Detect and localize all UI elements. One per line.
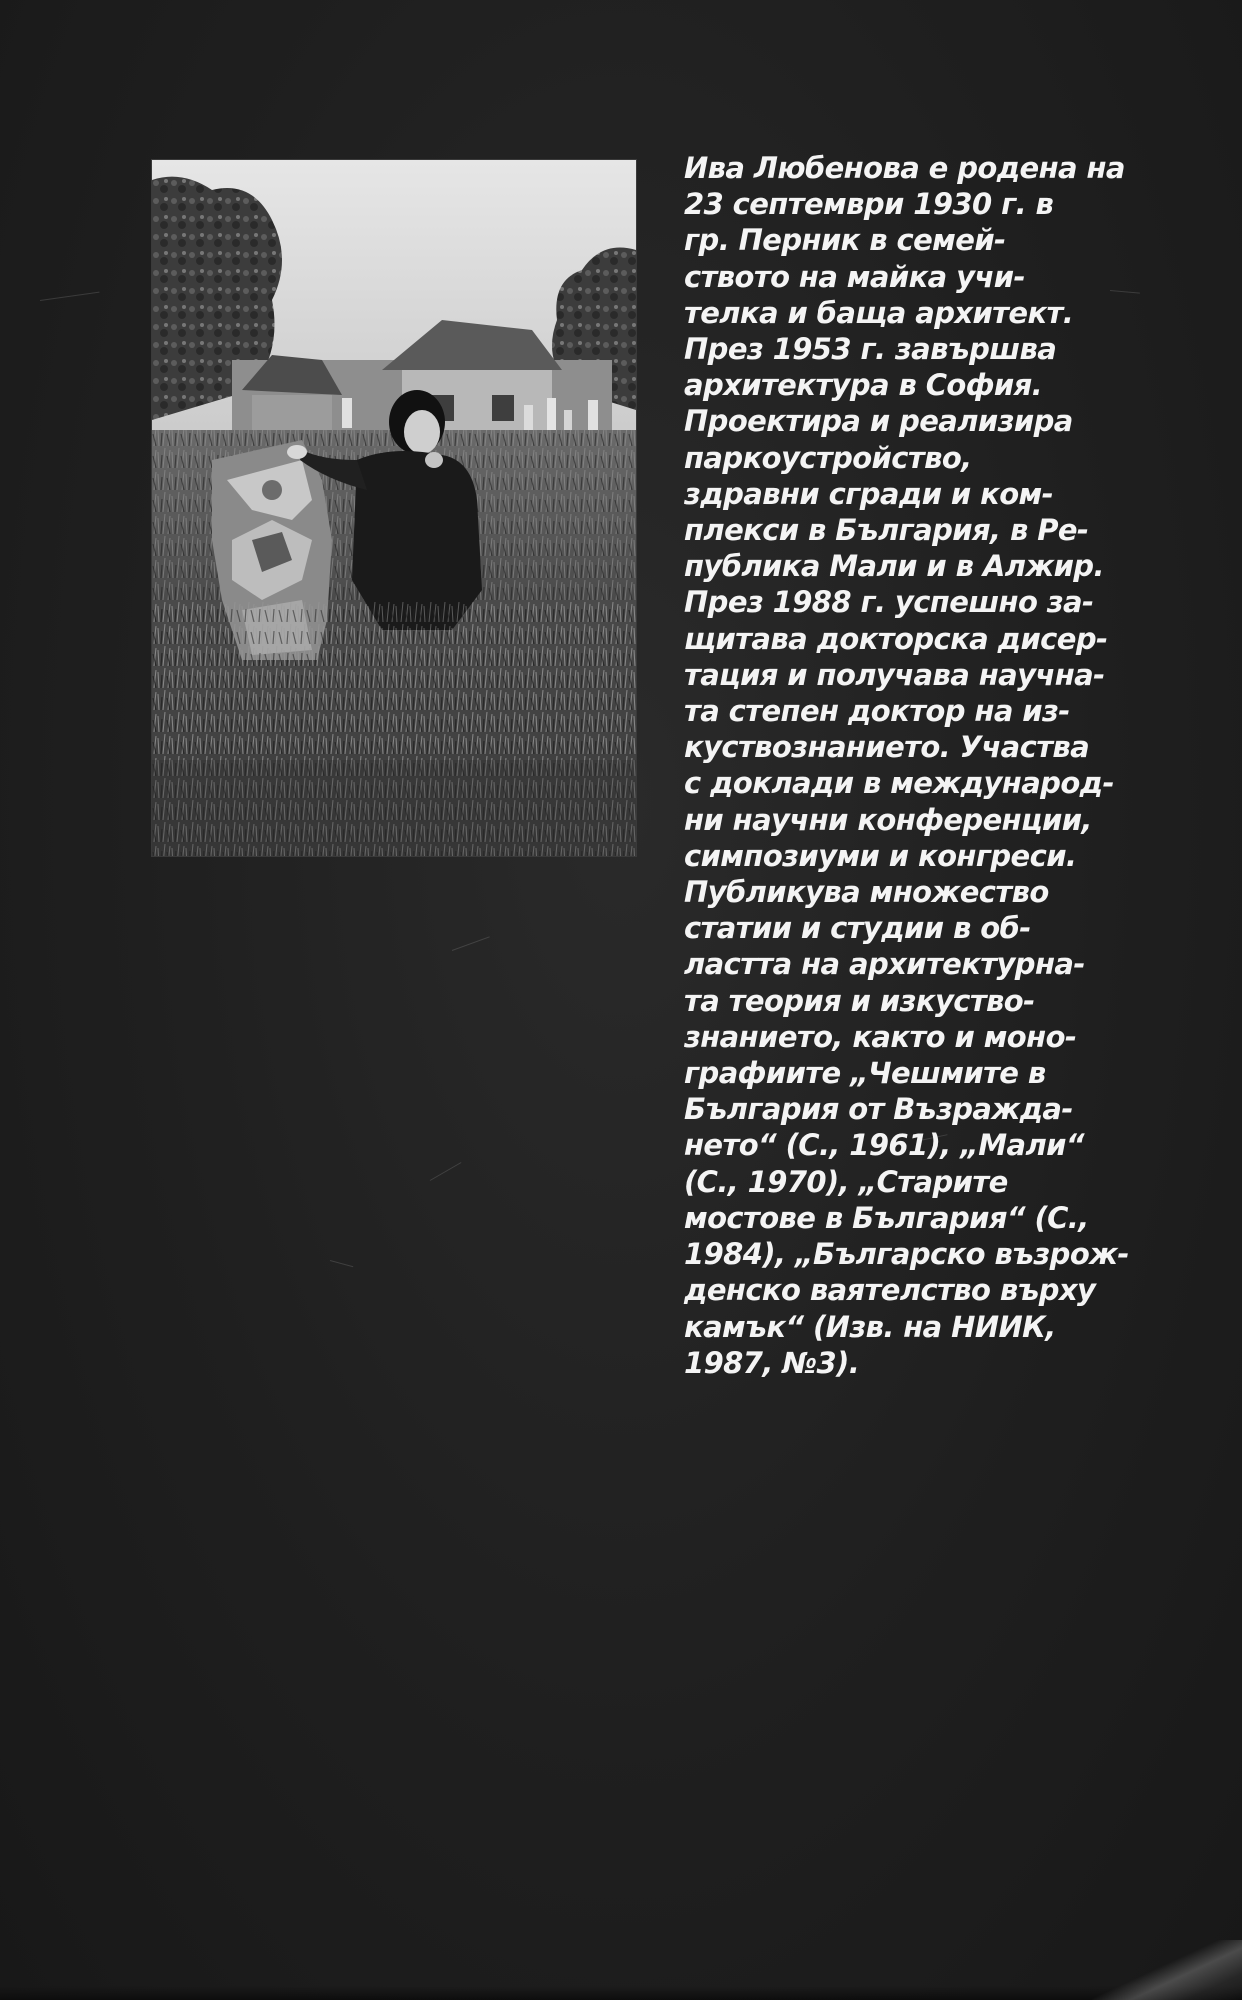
scuff-mark [430, 1162, 462, 1181]
bio-line: 23 септември 1930 г. в [684, 187, 1054, 222]
bio-line: знанието, както и моно- [684, 1019, 1077, 1054]
bio-line: статии и студии в об- [684, 911, 1031, 946]
bio-line: Проектира и реализира [684, 404, 1073, 439]
bio-line: камък“ (Изв. на НИИК, [684, 1309, 1056, 1344]
bio-line: тация и получава научна- [684, 657, 1105, 692]
bio-line: 1987, №3). [684, 1345, 860, 1380]
bio-line: архитектура в София. [684, 368, 1043, 403]
bio-line: 1984), „Българско възрож- [684, 1237, 1129, 1272]
scuff-mark [330, 1260, 353, 1267]
bio-line: та теория и изкуство- [684, 983, 1035, 1018]
bio-line: Публикува множество [684, 875, 1049, 910]
bio-line: та степен доктор на из- [684, 694, 1070, 729]
bio-line: паркоустройство, [684, 440, 972, 475]
bio-line: денско ваятелство върху [684, 1273, 1096, 1308]
photo-of-woman-by-gravestone-icon [152, 160, 636, 856]
cover-bottom-edge [0, 1986, 1242, 2000]
bio-line: плекси в България, в Ре- [684, 513, 1089, 548]
author-photo [152, 160, 636, 856]
corner-wear [1092, 1940, 1242, 2000]
scuff-mark [452, 936, 490, 951]
bio-line: нето“ (С., 1961), „Мали“ [684, 1128, 1084, 1163]
bio-line: През 1953 г. завършва [684, 332, 1057, 367]
bio-line: графиите „Чешмите в [684, 1056, 1046, 1091]
author-biography [684, 150, 1129, 1381]
scuff-mark [40, 292, 100, 301]
bio-line: щитава докторска дисер- [684, 621, 1108, 656]
bio-line: с доклади в международ- [684, 766, 1114, 801]
bio-line: ни научни конференции, [684, 802, 1092, 837]
bio-line: ството на майка учи- [684, 259, 1025, 294]
bio-line: Ива Любенова е родена на [684, 151, 1125, 185]
bio-line: телка и баща архитект. [684, 295, 1074, 330]
bio-line: България от Възражда- [684, 1092, 1073, 1127]
scuff-mark [1110, 290, 1140, 294]
bio-line: През 1988 г. успешно за- [684, 585, 1094, 620]
bio-line: куствознанието. Участва [684, 730, 1090, 765]
bio-line: симпозиуми и конгреси. [684, 838, 1077, 873]
bio-line: (С., 1970), „Старите [684, 1164, 1008, 1199]
bio-line: мостове в България“ (С., [684, 1200, 1089, 1235]
bio-line: публика Мали и в Алжир. [684, 549, 1104, 584]
bio-line: здравни сгради и ком- [684, 476, 1054, 511]
bio-line: гр. Перник в семей- [684, 223, 1006, 258]
bio-line: ластта на архитектурна- [684, 947, 1085, 982]
